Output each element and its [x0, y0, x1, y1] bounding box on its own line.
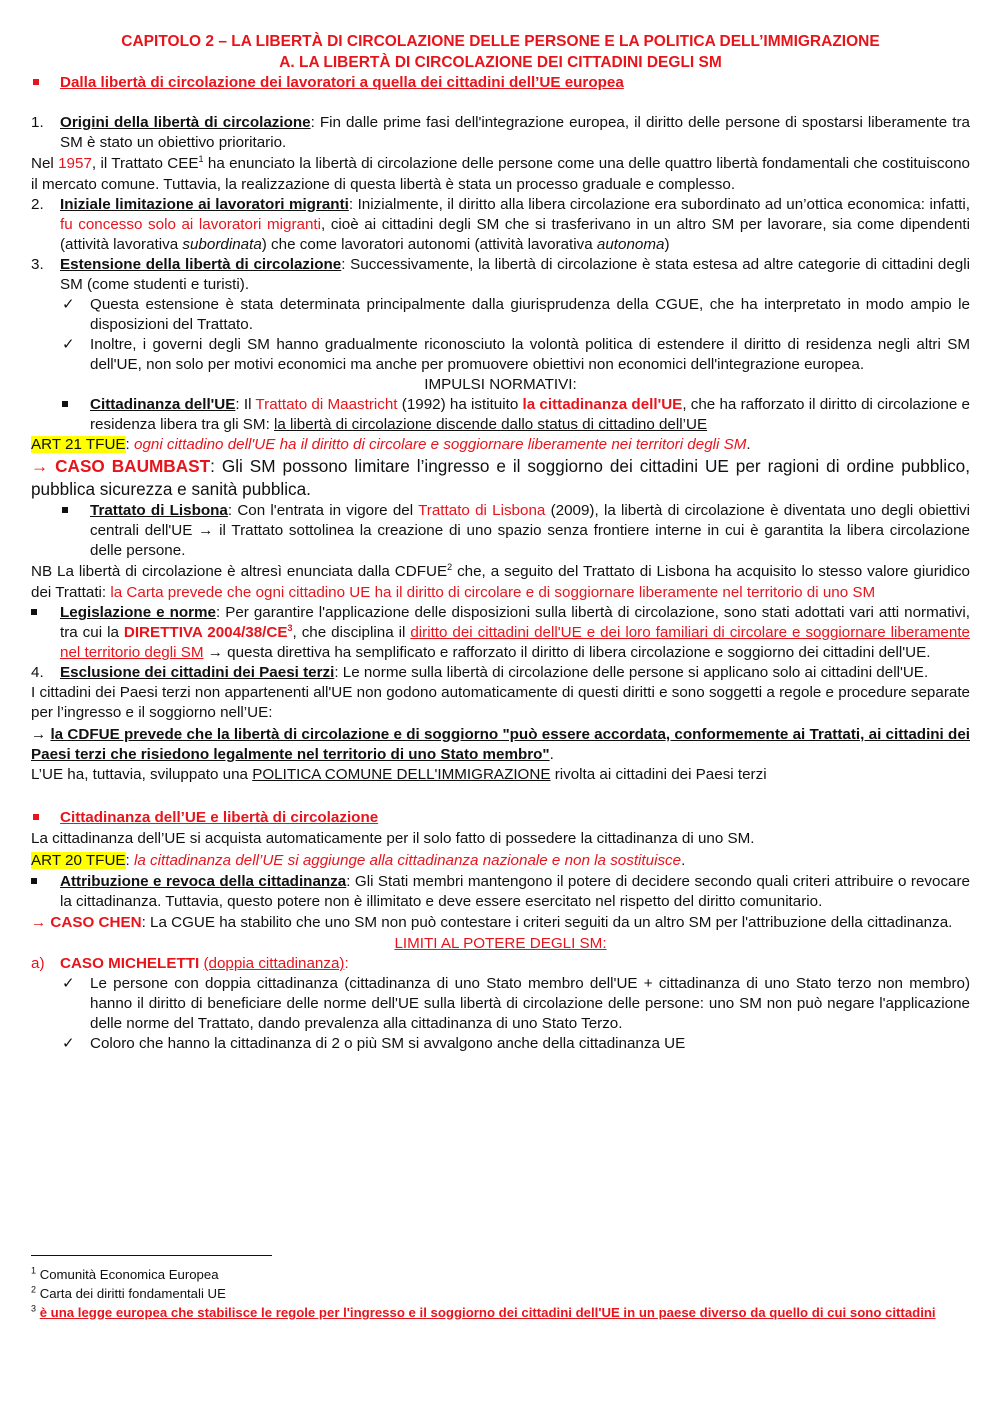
footnotes — [31, 1265, 970, 1322]
caso-micheletti: a) CASO MICHELETTI (doppia cittadinanza): — [31, 955, 349, 972]
section-title: A. LA LIBERTÀ DI CIRCOLAZIONE DEI CITTADINI DEGLI SM — [279, 54, 722, 71]
micheletti-check-2: ✓ Coloro che hanno la cittadinanza di 2 o più SM si avvalgono anche della cittadinanza UE — [62, 1035, 686, 1052]
paragraph-acquisto: La cittadinanza dell’UE si acquista automaticamente per il solo fatto di possedere la cittadinanza di uno SM. — [31, 830, 755, 847]
red-bullet-icon — [33, 814, 39, 820]
footnote-1: $^1$ Comunità Economica Europea — [31, 1265, 219, 1282]
check-item-1: ✓ Questa estensione è stata determinata principalmente dalla giurisprudenza della CGUE, che ha interpretato in modo ampio le disposizioni del Trattato. — [62, 296, 970, 333]
document-page — [31, 31, 970, 1054]
section-heading-1: Dalla libertà di circolazione dei lavoratori a quella dei cittadini dell’UE europea — [31, 73, 970, 93]
arrow-icon: → — [198, 522, 214, 539]
checkmark-icon: ✓ — [62, 296, 75, 313]
check-item-2: ✓ Inoltre, i governi degli SM hanno gradualmente riconosciuto la volontà politica di estendere il diritto di residenza negli altri SM dell'UE, non solo per motivi economici ma anche per promuovere obiettivi non economici dell'integrazione europea. — [62, 336, 970, 373]
art21: ART 21 TFUE: ogni cittadino dell'UE ha il diritto di circolare e soggiornare liberamente nei territori degli SM. — [31, 436, 751, 453]
checkmark-icon: ✓ — [62, 336, 75, 353]
arrow-icon: → — [207, 644, 223, 661]
caso-chen: → CASO CHEN: La CGUE ha stabilito che uno SM non può contestare i criteri seguiti da un altro SM per l'attribuzione della cittadinanza. — [31, 914, 953, 931]
cdfue-note: → la CDFUE prevede che la libertà di circolazione e di soggiorno "può essere accordata, conformemente ai Trattati, ai cittadini dei Paesi terzi che risiedono legalmente nel territorio di uno Stato membro". — [31, 726, 970, 763]
paragraph-paesi-terzi: I cittadini dei Paesi terzi non appartenenti all'UE non godono automaticamente di questi diritti e sono soggetti a regole e procedure separate per l’ingresso e il soggiorno nell’UE: — [31, 684, 970, 721]
caso-baumbast: → CASO BAUMBAST: Gli SM possono limitare l’ingresso e il soggiorno dei cittadini UE per ragioni di ordine pubblico, pubblica sicurezza e sanità pubblica. — [31, 456, 970, 499]
impulsi-heading: IMPULSI NORMATIVI: — [424, 376, 577, 393]
nb-cdfue: NB La libertà di circolazione è altresì enunciata dalla CDFUE$^2$ che, a seguito del Trattato di Lisbona ha acquisito lo stesso valore giuridico dei Trattati: la Carta prevede che ogni cittadino UE ha il diritto di circolare e di soggiornare liberamente nel territorio di uno SM — [31, 561, 970, 601]
bullet-attribuzione: Attribuzione e revoca della cittadinanza: Gli Stati membri mantengono il potere di decidere secondo quali criteri attribuire o revocare la cittadinanza. Tuttavia, questo potere non è illimitato e deve essere esercitato nel rispetto del diritto comunitario. — [31, 872, 970, 912]
arrow-icon: → — [31, 456, 49, 476]
checkmark-icon: ✓ — [62, 975, 75, 992]
limiti-heading: LIMITI AL POTERE DEGLI SM: — [394, 935, 607, 952]
checkmark-icon: ✓ — [62, 1035, 75, 1052]
square-bullet-icon — [31, 609, 37, 615]
square-bullet-icon — [62, 507, 68, 513]
item-4: 4. Esclusione dei cittadini dei Paesi terzi: Le norme sulla libertà di circolazione delle persone si applicano solo ai cittadini dell'UE. — [31, 664, 929, 681]
bullet-legislazione: Legislazione e norme: Per garantire l'applicazione delle disposizioni sulla libertà di circolazione, sono stati adottati vari atti normativi, tra cui la DIRETTIVA $2004/38/CE^3$, che disciplina il diritto dei cittadini dell'UE e dei loro familiari di circolare e soggiornare liberamente nel territorio degli SM → questa direttiva ha semplificato e rafforzato il diritto di libera circolazione e soggiorno dei cittadini dell'UE. — [31, 603, 970, 663]
section-heading-2: Cittadinanza dell’UE e libertà di circolazione — [31, 808, 970, 828]
bullet-cittadinanza: Cittadinanza dell'UE: Il Trattato di Maastricht (1992) ha istituito la cittadinanza dell'UE, che ha rafforzato il diritto di circolazione e residenza libera tra gli SM: la libertà di circolazione discende dallo status di cittadino dell’UE — [31, 395, 970, 435]
red-bullet-icon — [33, 79, 39, 85]
arrow-icon: → — [31, 726, 47, 743]
footnote-3: $^3$ è una legge europea che stabilisce le regole per l'ingresso e il soggiorno dei cittadini dell'UE in un paese diverso da quello di cui sono cittadini — [31, 1303, 936, 1320]
art20: ART 20 TFUE: la cittadinanza dell’UE si aggiunge alla cittadinanza nazionale e non la sostituisce. — [31, 852, 686, 869]
item-3: 3. Estensione della libertà di circolazione: Successivamente, la libertà di circolazione è stata estesa ad altre categorie di cittadini degli SM (come studenti e turisti). — [31, 256, 970, 293]
micheletti-check-1: ✓ Le persone con doppia cittadinanza (cittadinanza di uno Stato membro dell'UE + cittadinanza di uno Stato terzo non membro) hanno il diritto di beneficiare delle norme dell'UE sulla libertà di circolazione delle persone: uno SM non può negare l'applicazione delle norme del Trattato, dando prevalenza alla cittadinanza di uno Stato Terzo. — [62, 975, 970, 1032]
paragraph-1957: Nel 1957, il Trattato CEE$^1$ ha enunciato la libertà di circolazione delle persone come una delle quattro libertà fondamentali che costituiscono il mercato comune. Tuttavia, la realizzazione di questa libertà è stata un processo graduale e complesso. — [31, 153, 970, 193]
politica-immigrazione: L’UE ha, tuttavia, sviluppato una POLITICA COMUNE DELL'IMMIGRAZIONE rivolta ai cittadini dei Paesi terzi — [31, 766, 767, 783]
footnote-2: $^2$ Carta dei diritti fondamentali UE — [31, 1284, 226, 1301]
footnote-separator — [31, 1255, 272, 1256]
item-1: 1. Origini della libertà di circolazione: Fin dalle prime fasi dell'integrazione europea, il diritto delle persone di spostarsi liberamente tra SM è stato un obiettivo prioritario. — [31, 114, 970, 151]
item-2: 2. Iniziale limitazione ai lavoratori migranti: Inizialmente, il diritto alla libera circolazione era subordinato ad un’ottica economica: infatti, fu concesso solo ai lavoratori migranti, cioè ai cittadini degli SM che si trasferivano in un altro SM per lavorare, sia come dipendenti (attività lavorativa subordinata) che come lavoratori autonomi (attività lavorativa autonoma) — [31, 196, 970, 253]
arrow-icon: → — [31, 914, 47, 931]
chapter-title: CAPITOLO 2 – LA LIBERTÀ DI CIRCOLAZIONE DELLE PERSONE E LA POLITICA DELL’IMMIGRAZIONE — [121, 33, 880, 50]
bullet-lisbona: Trattato di Lisbona: Con l'entrata in vigore del Trattato di Lisbona (2009), la libertà di circolazione è diventata uno degli obiettivi centrali dell'UE → il Trattato sottolinea la creazione di uno spazio senza frontiere interne in cui è garantita la libera circolazione delle persone. — [31, 501, 970, 561]
square-bullet-icon — [62, 401, 68, 407]
square-bullet-icon — [31, 878, 37, 884]
